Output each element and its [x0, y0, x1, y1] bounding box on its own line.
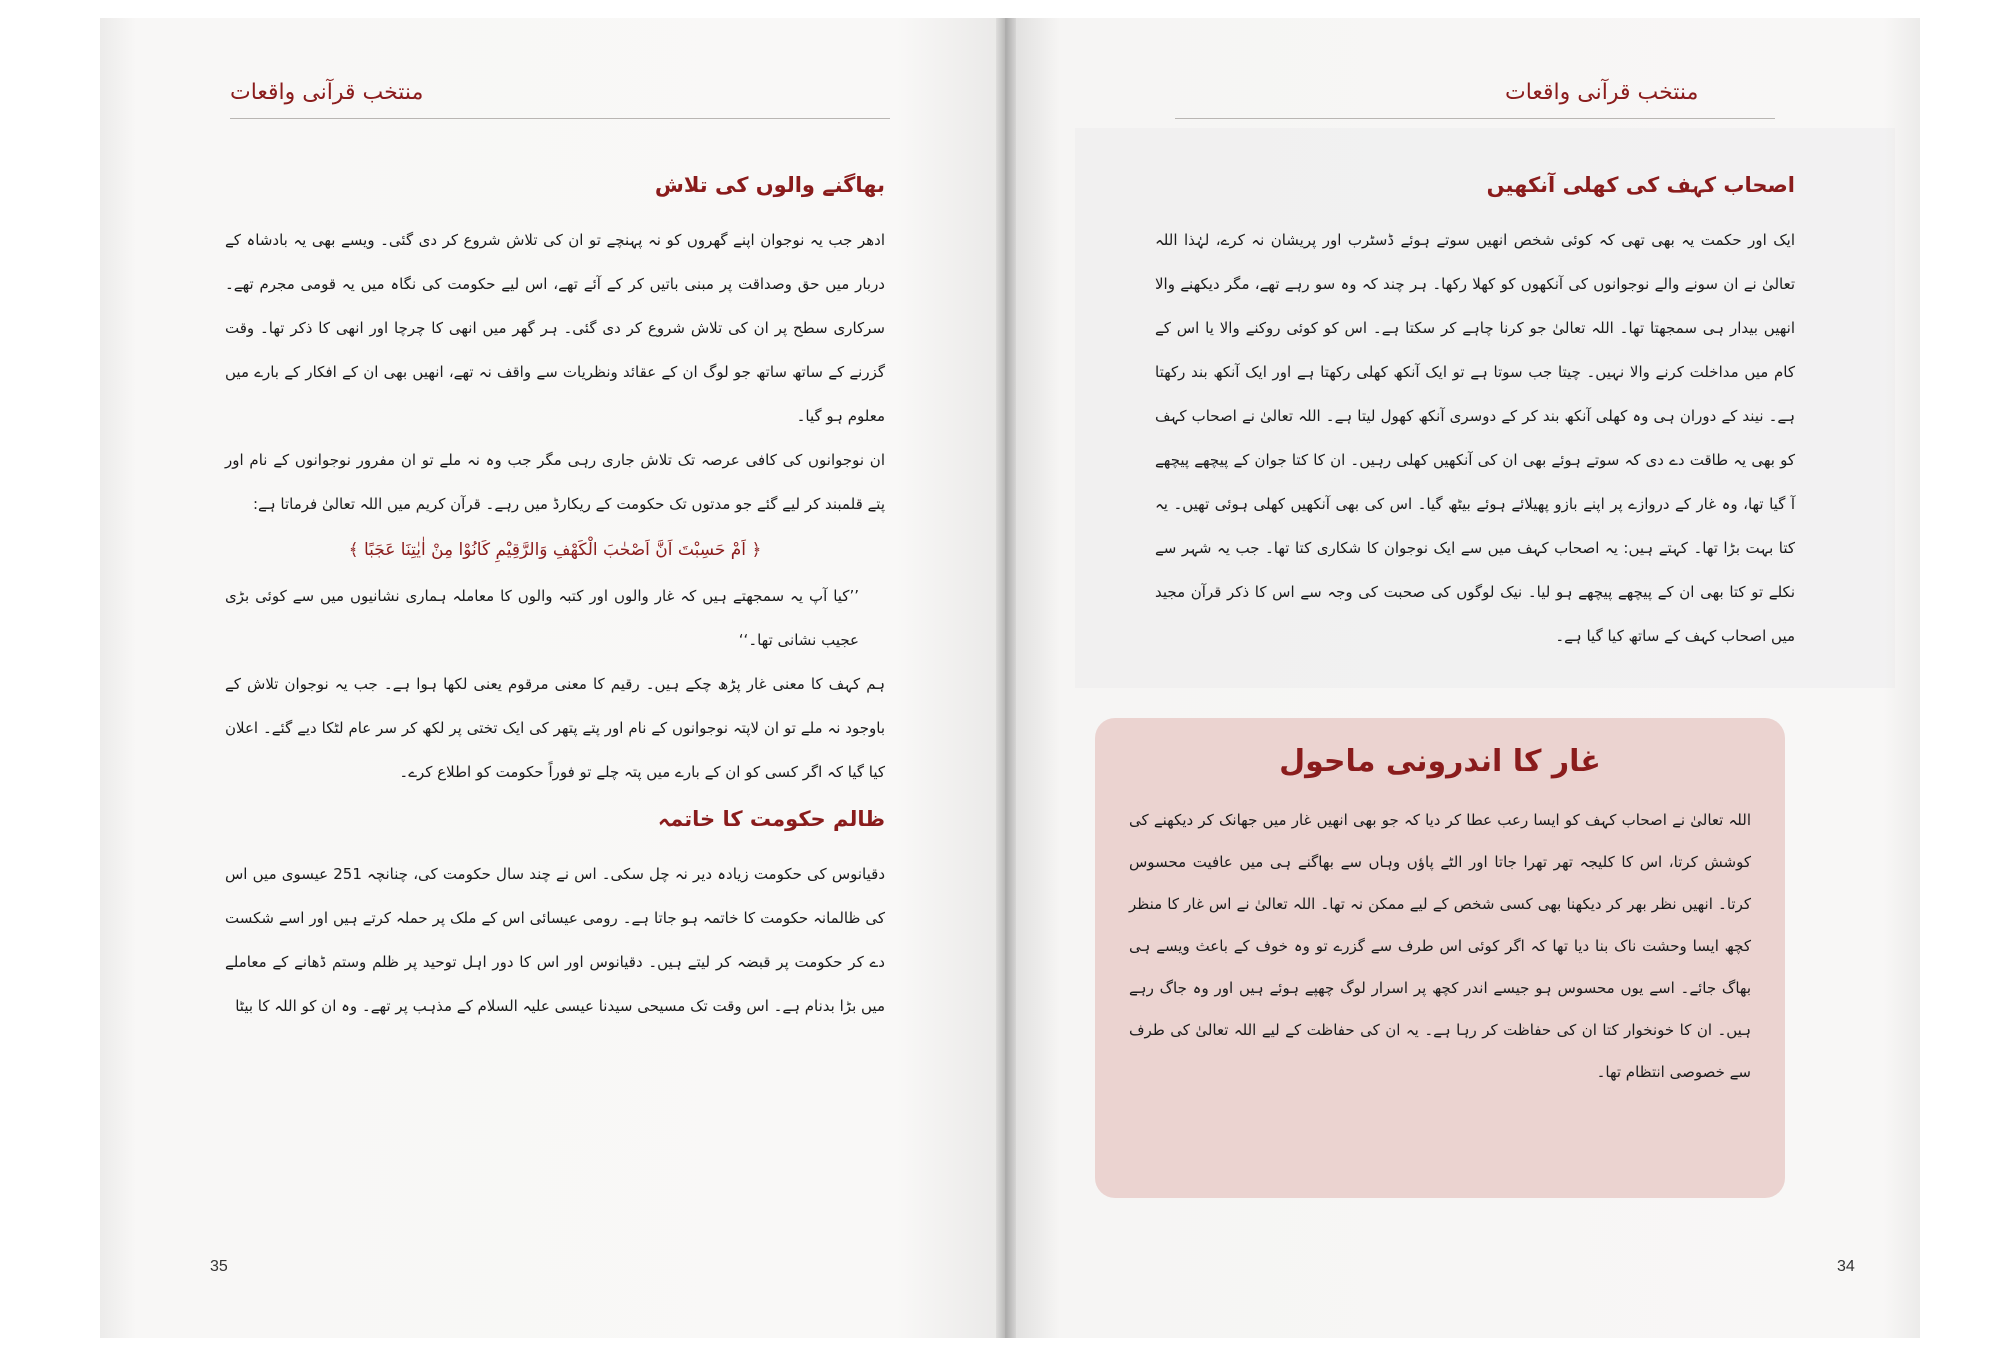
book-gutter	[996, 18, 1016, 1338]
running-head: منتخب قرآنی واقعات	[230, 80, 424, 105]
header-rule	[230, 118, 890, 119]
highlight-box	[1095, 718, 1785, 1198]
paragraph: ان نوجوانوں کی کافی عرصہ تک تلاش جاری رہی مگر جب وہ نہ ملے تو ان مفرور نوجوانوں کے نام اور پتے قلمبند کر لیے گئے جو مدتوں تک حکومت کے ریکارڈ میں رہے۔ قرآن کریم میں اللہ تعالیٰ فرماتا ہے:	[225, 451, 885, 513]
paragraph: ادھر جب یہ نوجوان اپنے گھروں کو نہ پہنچے تو ان کی تلاش شروع کر دی گئی۔ ویسے بھی یہ بادشاہ کے دربار میں حق وصداقت پر مبنی باتیں کر کے آئے تھے، اس لیے حکومت کی نگاہ میں یہ قومی مجرم تھے۔ سرکاری سطح پر ان کی تلاش شروع کر دی گئی۔ ہر گھر میں انھی کا چرچا اور انھی کا ذکر تھا۔ وقت گزرنے کے ساتھ ساتھ جو لوگ ان کے عقائد ونظریات سے واقف نہ تھے، انھیں بھی ان کے افکار کے بارے میں معلوم ہو گیا۔	[225, 231, 885, 425]
right-text-block	[1155, 168, 1795, 658]
running-head: منتخب قرآنی واقعات	[1505, 80, 1699, 105]
paragraph: ہم کہف کا معنی غار پڑھ چکے ہیں۔ رقیم کا معنی مرقوم یعنی لکھا ہوا ہے۔ جب یہ نوجوان تلاش کے باوجود نہ ملے تو ان لاپتہ نوجوانوں کے نام اور پتے پتھر کی ایک تختی پر لکھ کر سر عام لٹکا دیے گئے۔ اعلان کیا گیا کہ اگر کسی کو ان کے بارے میں پتہ چلے تو فوراً حکومت کو اطلاع کرے۔	[225, 675, 885, 781]
page-number: 35	[210, 1258, 228, 1275]
section-heading: ظالم حکومت کا خاتمہ	[657, 807, 885, 831]
right-page	[1005, 18, 1920, 1338]
left-text-block	[225, 168, 885, 1028]
section-heading: بھاگنے والوں کی تلاش	[654, 173, 885, 197]
section-heading: اصحاب کہف کی کھلی آنکھیں	[1486, 173, 1795, 197]
left-page	[100, 18, 1005, 1338]
page-number: 34	[1837, 1258, 1855, 1275]
box-paragraph: اللہ تعالیٰ نے اصحاب کہف کو ایسا رعب عطا کر دیا کہ جو بھی انھیں غار میں جھانک کر دیکھنے کی کوشش کرتا، اس کا کلیجہ تھر تھرا جاتا اور الٹے پاؤں وہاں سے بھاگنے ہی میں عافیت محسوس کرتا۔ انھیں نظر بھر کر دیکھنا بھی کسی شخص کے لیے ممکن نہ تھا۔ اللہ تعالیٰ نے اس غار کا منظر کچھ ایسا وحشت ناک بنا دیا تھا کہ اگر کوئی اس طرف سے گزرے تو وہ خوف کے باعث ویسے ہی بھاگ جائے۔ اسے یوں محسوس ہو جیسے اندر کچھ پر اسرار لوگ چھپے ہوئے ہیں اور وہ جاگ رہے ہیں۔ ان کا خونخوار کتا ان کی حفاظت کر رہا ہے۔ یہ ان کی حفاظت کے لیے اللہ تعالیٰ کی طرف سے خصوصی انتظام تھا۔	[1129, 811, 1751, 1081]
quran-verse: ﴿ اَمْ حَسِبْتَ اَنَّ اَصْحٰبَ الْكَهْفِ وَالرَّقِيْمِ كَانُوْا مِنْ اٰيٰتِنَا عَجَبًا ﴾	[348, 540, 762, 560]
box-title: غار کا اندرونی ماحول	[1279, 744, 1601, 779]
header-rule	[1175, 118, 1775, 119]
paragraph: ایک اور حکمت یہ بھی تھی کہ کوئی شخص انھیں سوتے ہوئے ڈسٹرب اور پریشان نہ کرے، لہٰذا اللہ تعالیٰ نے ان سونے والے نوجوانوں کی آنکھوں کو کھلا رکھا۔ ہر چند کہ وہ سو رہے تھے، مگر دیکھنے والا انھیں بیدار ہی سمجھتا تھا۔ اللہ تعالیٰ جو کرنا چاہے کر سکتا ہے۔ اس کو کوئی روکنے والا یا اس کے کام میں مداخلت کرنے والا نہیں۔ چیتا جب سوتا ہے تو ایک آنکھ کھلی رکھتا ہے اور ایک آنکھ بند رکھتا ہے۔ نیند کے دوران ہی وہ کھلی آنکھ بند کر کے دوسری آنکھ کھول لیتا ہے۔ اللہ تعالیٰ نے اصحاب کہف کو بھی یہ طاقت دے دی کہ سوتے ہوئے بھی ان کی آنکھیں کھلی رہیں۔ ان کا کتا جوان کے پیچھے پیچھے آ گیا تھا، وہ غار کے دروازے پر اپنے بازو پھیلائے ہوئے بیٹھ گیا۔ اس کی بھی آنکھیں کھلی ہوئی تھیں۔ یہ کتا بہت بڑا تھا۔ کہتے ہیں: یہ اصحاب کہف میں سے ایک نوجوان کا شکاری کتا تھا۔ جب یہ شہر سے نکلے تو کتا بھی ان کے پیچھے پیچھے ہو لیا۔ نیک لوگوں کی صحبت کی وجہ سے اس کا ذکر قرآن مجید میں اصحاب کہف کے ساتھ کیا گیا ہے۔	[1155, 231, 1795, 645]
paragraph: دقیانوس کی حکومت زیادہ دیر نہ چل سکی۔ اس نے چند سال حکومت کی، چنانچہ 251 عیسوی میں اس کی ظالمانہ حکومت کا خاتمہ ہو جاتا ہے۔ رومی عیسائی اس کے ملک پر حملہ کرتے ہیں اور اسے شکست دے کر حکومت پر قبضہ کر لیتے ہیں۔ دقیانوس اور اس کا دور اہل توحید پر ظلم وستم ڈھانے کے معاملے میں بڑا بدنام ہے۔ اس وقت تک مسیحی سیدنا عیسی علیہ السلام کے مذہب پر تھے۔ وہ ان کو اللہ کا بیٹا	[225, 865, 886, 1015]
verse-translation: ’’کیا آپ یہ سمجھتے ہیں کہ غار والوں اور کتبہ والوں کا معاملہ ہماری نشانیوں میں سے کوئی بڑی عجیب نشانی تھا۔‘‘	[225, 587, 859, 649]
open-book	[100, 18, 1920, 1338]
